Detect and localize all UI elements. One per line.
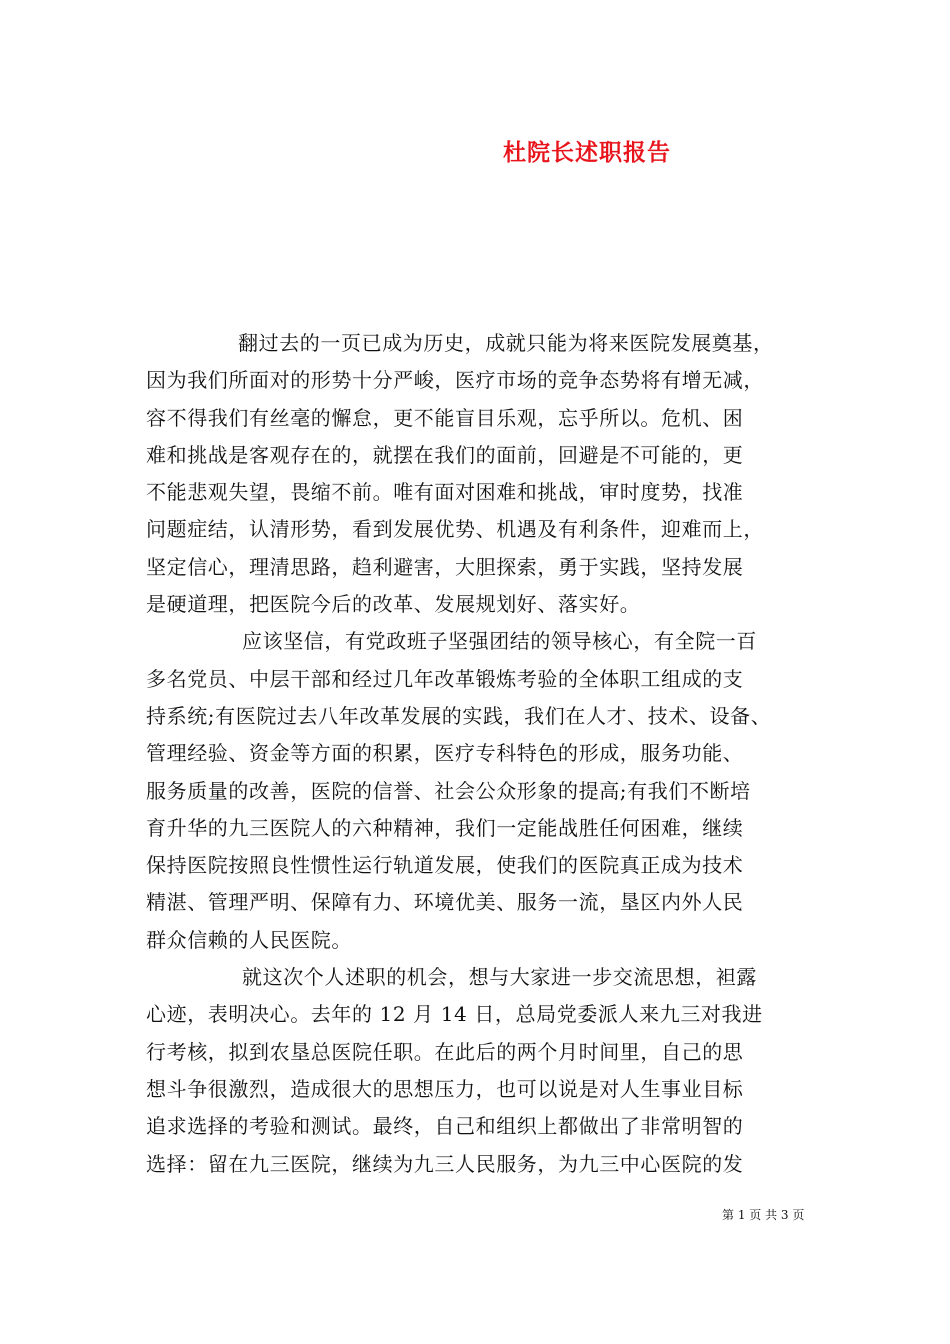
paragraph-line: 就这次个人述职的机会，想与大家进一步交流思想，袒露 [242,965,757,990]
paragraph-line: 容不得我们有丝毫的懈怠，更不能盲目乐观，忘乎所以。危机、困 [146,405,744,430]
page-indicator: 第 1 页 共 3 页 [722,1208,805,1222]
paragraph-line: 难和挑战是客观存在的，就摆在我们的面前，回避是不可能的，更 [146,442,744,467]
paragraph-line: 持系统;有医院过去八年改革发展的实践，我们在人才、技术、设备、 [146,703,772,728]
paragraph-line: 应该坚信，有党政班子坚强团结的领导核心，有全院一百 [242,629,757,654]
document-title: 杜院长述职报告 [503,139,671,166]
paragraph-line: 选择：留在九三医院，继续为九三人民服务，为九三中心医院的发 [146,1151,744,1176]
paragraph-line: 不能悲观失望，畏缩不前。唯有面对困难和挑战，审时度势，找准 [146,480,744,505]
paragraph-line: 是硬道理，把医院今后的改革、发展规划好、落实好。 [146,592,641,617]
paragraph-line: 多名党员、中层干部和经过几年改革锻炼考验的全体职工组成的支 [146,666,744,691]
paragraph-2 [146,623,826,959]
paragraph-line: 管理经验、资金等方面的积累，医疗专科特色的形成，服务功能、 [146,741,744,766]
paragraph-line: 心迹，表明决心。去年的 12 月 14 日，总局党委派人来九三对我进 [146,1002,763,1027]
paragraph-line: 坚定信心，理清思路，趋利避害，大胆探索，勇于实践，坚持发展 [146,554,744,579]
paragraph-line: 想斗争很激烈，造成很大的思想压力，也可以说是对人生事业目标 [146,1076,744,1101]
paragraph-line: 问题症结，认清形势，看到发展优势、机遇及有利条件，迎难而上， [146,517,764,542]
paragraph-line: 行考核，拟到农垦总医院任职。在此后的两个月时间里，自己的思 [146,1039,744,1064]
paragraph-line: 服务质量的改善，医院的信誉、社会公众形象的提高;有我们不断培 [146,778,751,803]
paragraph-line: 因为我们所面对的形势十分严峻，医疗市场的竞争态势将有增无减， [146,368,764,393]
paragraph-1 [146,325,826,623]
paragraph-line: 育升华的九三医院人的六种精神，我们一定能战胜任何困难，继续 [146,815,744,840]
paragraph-3 [146,959,826,1183]
paragraph-line: 保持医院按照良性惯性运行轨道发展，使我们的医院真正成为技术 [146,853,744,878]
paragraph-line: 群众信赖的人民医院。 [146,927,352,952]
paragraph-line: 翻过去的一页已成为历史，成就只能为将来医院发展奠基， [238,331,774,355]
paragraph-line: 精湛、管理严明、保障有力、环境优美、服务一流，垦区内外人民 [146,890,744,915]
paragraph-line: 追求选择的考验和测试。最终，自己和组织上都做出了非常明智的 [146,1114,744,1139]
document-body [146,325,826,1183]
